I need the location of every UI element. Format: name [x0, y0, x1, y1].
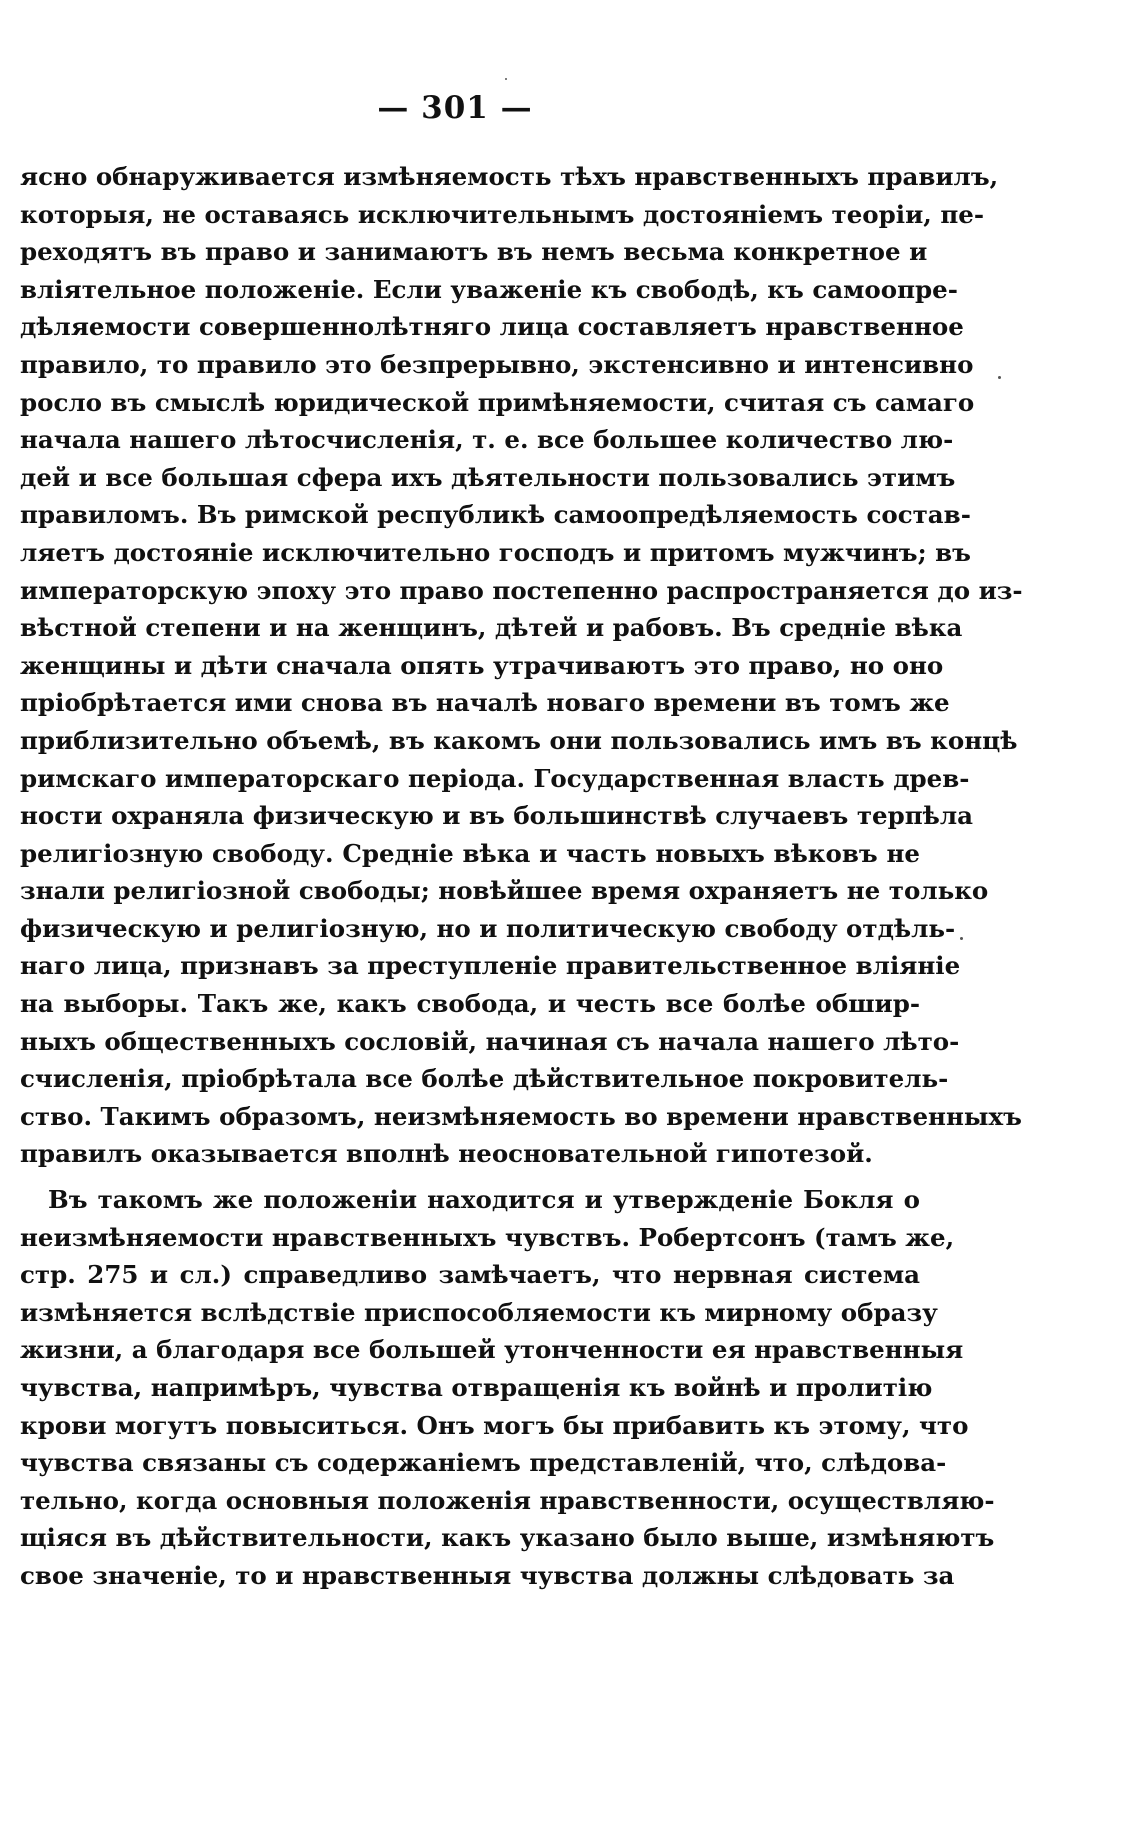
text-line: на выборы. Такъ же, какъ свобода, и честь все болѣе обшир-	[20, 989, 920, 1019]
text-line: ныхъ общественныхъ сословій, начиная съ начала нашего лѣто-	[20, 1026, 960, 1056]
body-text	[20, 158, 1023, 1595]
paragraph-2	[20, 1181, 995, 1595]
text-line: щіяся въ дѣйствительности, какъ указано было выше, измѣняютъ	[20, 1523, 995, 1553]
text-line: римскаго императорскаго періода. Государственная власть древ-	[20, 763, 970, 793]
text-line: вѣстной степени и на женщинъ, дѣтей и рабовъ. Въ средніе вѣка	[20, 613, 963, 643]
text-line: жизни, а благодаря все большей утонченности ея нравственныя	[20, 1335, 964, 1365]
text-line: которыя, не оставаясь исключительнымъ достояніемъ теоріи, пе-	[20, 199, 985, 229]
text-line: императорскую эпоху это право постепенно распространяется до из-	[20, 575, 1023, 605]
text-line: женщины и дѣти сначала опять утрачиваютъ это право, но оно	[20, 650, 944, 680]
text-line: вліятельное положеніе. Если уваженіе къ свободѣ, къ самоопре-	[20, 274, 958, 304]
text-line: реходятъ въ право и занимаютъ въ немъ весьма конкретное и	[20, 237, 928, 267]
text-line: пріобрѣтается ими снова въ началѣ новаго времени въ томъ же	[20, 688, 950, 718]
text-line: тельно, когда основныя положенія нравственности, осуществляю-	[20, 1485, 995, 1515]
paragraph-1	[20, 158, 1023, 1173]
text-line: измѣняется вслѣдствіе приспособляемости къ мирному образу	[20, 1297, 938, 1327]
scan-speck	[998, 376, 1001, 379]
text-line: религіозную свободу. Средніе вѣка и часть новыхъ вѣковъ не	[20, 838, 920, 868]
scan-speck	[960, 937, 963, 940]
text-line: крови могутъ повыситься. Онъ могъ бы прибавить къ этому, что	[20, 1410, 969, 1440]
text-line: правиломъ. Въ римской республикѣ самоопредѣляемость состав-	[20, 500, 971, 530]
text-line: счисленія, пріобрѣтала все болѣе дѣйствительное покровитель-	[20, 1064, 949, 1094]
text-line: физическую и религіозную, но и политическую свободу отдѣль-	[20, 913, 956, 943]
text-line: неизмѣняемости нравственныхъ чувствъ. Робертсонъ (тамъ же,	[20, 1222, 955, 1252]
paragraph-gap	[20, 1173, 920, 1181]
text-line: ство. Такимъ образомъ, неизмѣняемость во времени нравственныхъ	[20, 1101, 1022, 1131]
text-line: стр. 275 и сл.) справедливо замѣчаетъ, что нервная система	[20, 1260, 920, 1290]
text-line: дей и все большая сфера ихъ дѣятельности пользовались этимъ	[20, 462, 956, 492]
text-line: ности охраняла физическую и въ большинствѣ случаевъ терпѣла	[20, 801, 974, 831]
text-line: дѣляемости совершеннолѣтняго лица составляетъ нравственное	[20, 312, 964, 342]
text-line: чувства связаны съ содержаніемъ представленій, что, слѣдова-	[20, 1448, 947, 1478]
text-line: Въ такомъ же положеніи находится и утвержденіе Бокля о	[48, 1185, 920, 1215]
text-line: свое значеніе, то и нравственныя чувства должны слѣдовать за	[20, 1560, 955, 1590]
text-line: чувства, напримѣръ, чувства отвращенія къ войнѣ и пролитію	[20, 1373, 933, 1402]
text-line: правилъ оказывается вполнѣ неосновательной гипотезой.	[20, 1139, 873, 1169]
text-line: правило, то правило это безпрерывно, экстенсивно и интенсивно	[20, 349, 974, 379]
text-line: ляетъ достояніе исключительно господъ и притомъ мужчинъ; въ	[20, 537, 971, 567]
scan-speck	[505, 78, 507, 80]
text-line: начала нашего лѣтосчисленія, т. е. все большее количество лю-	[20, 425, 954, 455]
page-number: — 301 —	[377, 90, 533, 126]
text-line: приблизительно объемѣ, въ какомъ они пользовались имъ въ концѣ	[20, 725, 1018, 755]
text-line: наго лица, признавъ за преступленіе правительственное вліяніе	[20, 951, 961, 981]
text-line: ясно обнаруживается измѣняемость тѣхъ нравственныхъ правилъ,	[20, 162, 999, 191]
text-line: росло въ смыслѣ юридической примѣняемости, считая съ самаго	[20, 387, 975, 417]
text-line: знали религіозной свободы; новѣйшее время охраняетъ не только	[20, 876, 989, 906]
